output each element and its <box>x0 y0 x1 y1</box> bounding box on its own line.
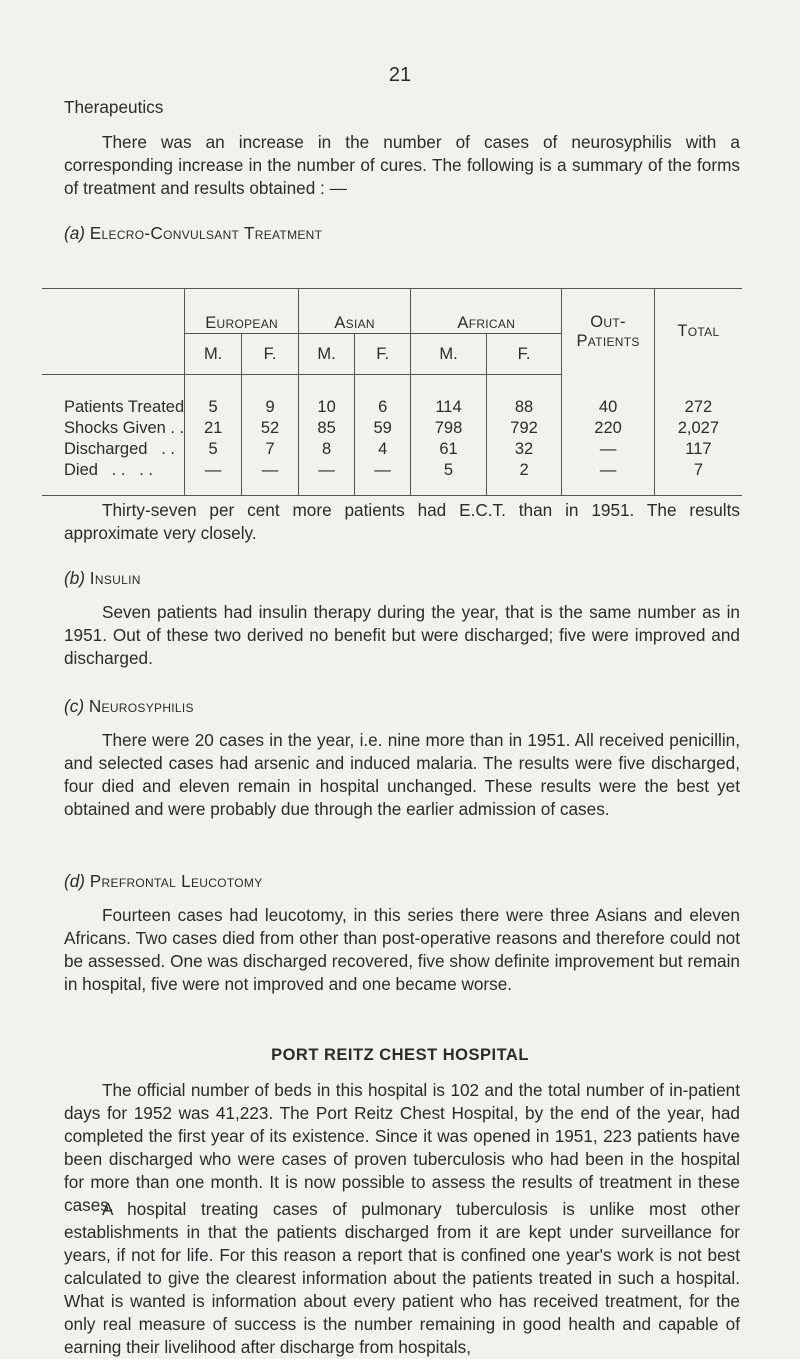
col-african-m: M. <box>411 334 487 375</box>
cell: — <box>562 439 654 460</box>
cell: — <box>299 460 355 496</box>
hospital-title: PORT REITZ CHEST HOSPITAL <box>271 1046 529 1064</box>
cell: 9 <box>242 375 299 419</box>
subsection-b-heading <box>64 568 141 589</box>
cell: 272 <box>654 375 742 419</box>
cell: 88 <box>486 375 562 419</box>
cell: 7 <box>654 460 742 496</box>
row-label: Patients Treated <box>64 398 185 416</box>
cell: — <box>355 460 411 496</box>
col-european-f: F. <box>242 334 299 375</box>
cell: 220 <box>562 418 654 439</box>
table-row-discharged <box>42 439 742 460</box>
col-european-m: M. <box>185 334 242 375</box>
table-row-shocks-given <box>42 418 742 439</box>
subsection-c-title: Neurosyphilis <box>88 696 194 716</box>
col-group-african: African <box>411 289 562 334</box>
subsection-c-label: (c) <box>64 696 85 716</box>
ect-summary-table <box>42 288 742 496</box>
row-label: Discharged . . <box>64 440 175 458</box>
section-heading-therapeutics: Therapeutics <box>64 97 164 117</box>
cell: 2 <box>486 460 562 496</box>
hospital-paragraph-2: A hospital treating cases of pulmonary tuberculosis is unlike most other establishments in that the patients discharged from it are kept under surveillance for years, if not for life. For this reason a report that is confined one year's work is not best calculated to give the clearest information about the patients treated in such a hospital. What is wanted is information about every patient who has received treatment, for the only real measure of success is the number remaining in good health and capable of earning their livelihood after discharge from hospitals, <box>64 1199 740 1357</box>
cell: 6 <box>355 375 411 419</box>
cell: 2,027 <box>654 418 742 439</box>
cell: 5 <box>411 460 487 496</box>
hospital-paragraph-1: The official number of beds in this hospital is 102 and the total number of in-patient days for 1952 was 41,223. The Port Reitz Chest Hospital, by the end of the year, had completed the first year of its existence. Since it was opened in 1951, 223 patients have been discharged who were cases of proven tuberculosis who had been in the hospital for more than one month. It is now possible to assess the results of treatment in these cases. <box>64 1080 740 1215</box>
subsection-d-title: Prefrontal Leucotomy <box>89 871 263 891</box>
col-group-asian: Asian <box>299 289 411 334</box>
col-african-f: F. <box>486 334 562 375</box>
cell: 7 <box>242 439 299 460</box>
subsection-b-label: (b) <box>64 568 86 588</box>
col-total: Total <box>654 289 742 375</box>
cell: 40 <box>562 375 654 419</box>
subsection-b-title: Insulin <box>89 568 141 588</box>
table-corner-lower <box>42 334 185 375</box>
subsection-a-heading <box>64 223 322 244</box>
cell: — <box>562 460 654 496</box>
row-label: Shocks Given . . <box>64 419 185 437</box>
subsection-a-label: (a) <box>64 223 86 243</box>
cell: 85 <box>299 418 355 439</box>
cell: 32 <box>486 439 562 460</box>
cell: 59 <box>355 418 411 439</box>
row-label: Died . . . . <box>42 460 185 496</box>
col-asian-f: F. <box>355 334 411 375</box>
page-number: 21 <box>388 64 412 86</box>
insulin-paragraph: Seven patients had insulin therapy during the year, that is the same number as in 1951. Out of these two derived no benefit but were discharged; five were improved and discharged. <box>64 602 740 668</box>
cell: 117 <box>654 439 742 460</box>
intro-paragraph: There was an increase in the number of cases of neurosyphilis with a corresponding increase in the number of cures. The following is a summary of the forms of treatment and results obtained : — <box>64 132 740 198</box>
subsection-c-heading <box>64 696 194 717</box>
cell: 792 <box>486 418 562 439</box>
leucotomy-paragraph: Fourteen cases had leucotomy, in this series there were three Asians and eleven Africans. Two cases died from other than post-operative reasons and therefore could not be assessed. One was discharged recovered, five show definite improvement but remain in hospital, five were not improved and one became worse. <box>64 905 740 994</box>
cell: 10 <box>299 375 355 419</box>
subsection-d-heading <box>64 871 263 892</box>
cell: 4 <box>355 439 411 460</box>
cell: 21 <box>185 418 242 439</box>
subsection-a-title: Elecro-Convulsant Treatment <box>89 223 323 243</box>
subsection-d-label: (d) <box>64 871 86 891</box>
table-row-patients-treated <box>42 375 742 419</box>
cell: 61 <box>411 439 487 460</box>
cell: 8 <box>299 439 355 460</box>
cell: — <box>242 460 299 496</box>
cell: 52 <box>242 418 299 439</box>
cell: 114 <box>411 375 487 419</box>
cell: 798 <box>411 418 487 439</box>
col-asian-m: M. <box>299 334 355 375</box>
table-row-died <box>42 460 742 496</box>
col-out-patients: Out-Patients <box>562 289 654 375</box>
cell: 5 <box>185 439 242 460</box>
ect-results-paragraph: Thirty-seven per cent more patients had E.C.T. than in 1951. The results approximate very closely. <box>64 500 740 543</box>
col-group-european: European <box>185 289 299 334</box>
neurosyphilis-paragraph: There were 20 cases in the year, i.e. nine more than in 1951. All received penicillin, and selected cases had arsenic and induced malaria. The results were five discharged, four died and eleven remain in hospital unchanged. These results were the best yet obtained and were probably due through the earlier admission of cases. <box>64 730 740 819</box>
cell: 5 <box>185 375 242 419</box>
cell: — <box>185 460 242 496</box>
table-corner <box>42 289 185 334</box>
